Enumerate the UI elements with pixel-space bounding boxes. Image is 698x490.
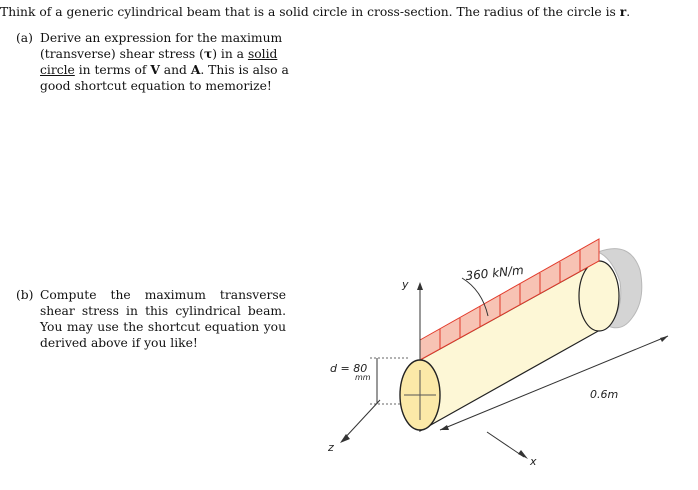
z-axis-line — [342, 400, 380, 441]
part-a-text-2: ) in a — [212, 47, 248, 61]
y-axis-arrow — [417, 282, 423, 290]
y-axis-label: y — [402, 278, 409, 291]
tau-symbol: τ — [203, 46, 213, 61]
intro-text: Think of a generic cylindrical beam that is a solid circle in cross-section. The radius of the circle is — [0, 5, 620, 19]
diameter-label: d = 80 — [330, 362, 368, 375]
part-a-text-3: in terms of — [74, 63, 151, 77]
part-a-label: (a) — [16, 31, 33, 45]
a-symbol: A — [190, 62, 201, 77]
part-a-text-4: and — [159, 63, 191, 77]
intro-period: . — [626, 5, 631, 19]
length-label: 0.6m — [590, 388, 619, 401]
part-b-label: (b) — [16, 288, 34, 302]
z-axis-label: z — [328, 441, 334, 454]
x-axis-arrow — [518, 450, 528, 459]
x-axis-line — [487, 432, 524, 457]
z-axis-arrow — [340, 434, 350, 443]
part-b-text: Compute the maximum transverse shear stress in this cylindrical beam. You may use the shortcut equation you derived above if you like! — [40, 288, 286, 350]
v-symbol: V — [150, 62, 160, 77]
part-a-text-1: Derive an expression for the maximum (transverse) shear stress ( — [40, 31, 283, 61]
solid-circle-underlined: solid circle — [40, 47, 278, 77]
part-a-text-5: . This is also a good shortcut equation to memorize! — [40, 63, 289, 93]
diameter-unit: mm — [355, 373, 371, 382]
length-arrow-start — [440, 425, 449, 430]
radius-symbol: r — [619, 4, 627, 19]
beam-far-end — [579, 261, 619, 331]
length-arrow-end — [660, 336, 668, 342]
load-label: 360 kN/m — [464, 262, 525, 283]
x-axis-label: x — [530, 455, 537, 468]
